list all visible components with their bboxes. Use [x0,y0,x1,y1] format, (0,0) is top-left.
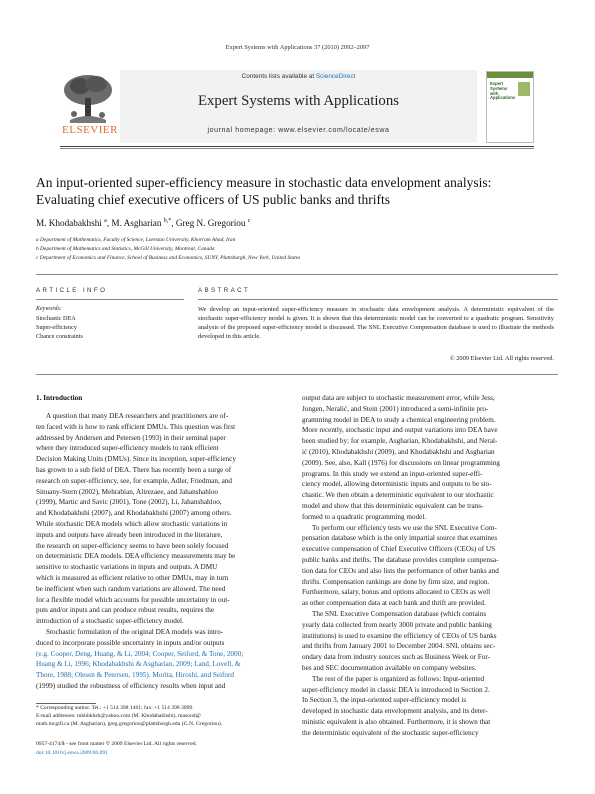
journal-title: Expert Systems with Applications [198,93,399,109]
body-line: Stochastic formulation of the original DEA models was intro- [46,627,224,636]
body-line: developed in stochastic data envelopment analysis, and its deter- [302,707,488,716]
body-line: Huang & Li, 1996; Khodabakhshi & Asgharian, 2009; Land, Lovell, & [36,660,241,669]
abstract-text: We develop an input-oriented super-efficiency measure in stochastic data envelopment analysis. A deterministic equivalent of the stochastic super-efficiency model is given. It is shown that this deterministic model can be converted to a quadratic program. Sensitivity analysis of the proposed super-efficiency model is discussed. The SNL Executive Compensation database is used to illustrate the methods developed in this article. [198,306,554,340]
section-rule [36,374,558,375]
body-line: sensitive to stochastic variations in inputs and outputs. A DMU [36,563,218,572]
author-affil-mark: c [247,218,251,224]
body-line: where they introduced super-efficiency models to rank efficient [36,444,219,453]
abstract-copyright: © 2009 Elsevier Ltd. All rights reserved. [449,355,554,362]
body-line: In Section 3, the input-oriented super-efficiency model is [302,696,467,705]
body-line: the deterministic equivalent of the stochastic super-efficiency [302,728,479,737]
body-line: as other compensation data at each bank and thrift are provided. [302,599,486,608]
body-column-right [302,393,558,739]
body-line: public banks and thrifts. The database provides complete compensa- [302,555,499,564]
body-line: Sinuany-Stern (2002), Mehrabian, Alirezaee, and Jahanshahloo [36,487,219,496]
body-line: been studied by; for example, Asgharian, Khodabakhshi, and Neral- [302,437,498,446]
footnote-emails: E-mail addresses: mkhbkhsh@yahoo.com (M. Khodabakhshi), masoud@ [36,713,201,719]
sciencedirect-link[interactable]: ScienceDirect [315,73,356,80]
body-line: ić (2010), Khodabakhshi (2009), and Khodabakhshi and Asgharian [302,447,495,456]
keyword: Chance constraints [36,333,83,340]
footnote-emails-cont: math.mcgill.ca (M. Asgharian), greg.gregoriou@plattsburgh.edu (G.N. Gregoriou). [36,721,223,727]
body-line: The rest of the paper is organized as follows: Input-oriented [312,674,485,683]
body-line: Decision Making Units (DMUs). Since its inception, super-efficiency [36,455,236,464]
article-info-heading: ARTICLE INFO [36,287,108,294]
body-line: super-efficiency model in classic DEA is introduced in Section 2. [302,685,490,694]
homepage-label: journal homepage: [207,127,279,134]
running-head: Expert Systems with Applications 37 (2010) 2092–2097 [225,44,370,51]
body-line: puts and/or inputs and can produce robust results, requires the [36,606,215,615]
affiliation: c Department of Economics and Finance, School of Business and Economics, SUNY, Plattsburgh, New York, United States [36,255,301,261]
body-line: pensation database which is the only impartial source that examines [302,534,498,543]
author-list: M. Khodabakhshi $^a$, M. Asgharian $^{b,*}$, Greg N. Gregoriou $^c$ [36,218,251,229]
issn-line: 0957-4174/$ - see front matter © 2009 Elsevier Ltd. All rights reserved. [36,741,197,747]
section-rule [36,274,558,275]
body-line: research on super-efficiency, see, for example, Adler, Friedman, and [36,476,232,485]
body-line: be inefficient when such random variations are allowed. The need [36,584,226,593]
body-line: chastic. We then obtain a deterministic equivalent to our stochastic [302,491,494,500]
body-line: on deterministic DEA models. DEA efficiency measurements may be [36,552,236,561]
body-line: institutions) is used to examine the efficiency of CEOs of US banks [302,631,497,640]
header-rule [60,146,534,147]
body-line: and thrifts from January 2001 to December 2004. SNL obtains sec- [302,642,496,651]
body-line: More recently, stochastic input and output variations into DEA have [302,426,498,435]
body-line: formed to a quadratic programming model. [302,512,427,521]
header-rule-thin [60,148,534,149]
body-line: inputs and outputs have already been introduced in the literature, [36,530,223,539]
body-line: Jongen, Neralić, and Stein (2001) introduced a semi-infinite pro- [302,404,489,413]
body-line: ondary data from industry sources such as Business Week or For- [302,653,490,662]
body-line: for a flexible model which accounts for possible uncertainty in out- [36,595,230,604]
body-line: addressed by Andersen and Petersen (1993) in their seminal paper [36,433,226,442]
contents-line [120,73,477,80]
body-line: A question that many DEA researchers and practitioners are of- [46,412,229,420]
body-line: ministic equivalent is also obtained. Furthermore, it is shown that [302,717,491,726]
body-line: To perform our efficiency tests we use the SNL Executive Com- [312,523,497,532]
journal-cover-thumbnail [486,71,534,143]
keyword: Super-efficiency [36,324,77,331]
footnote-corresponding: * Corresponding author. Tel.: +1 514 398 1461; fax: +1 514 398 3899. [36,705,194,711]
body-line: which is measured as efficient relative to other DMUs, may in turn [36,573,229,582]
author-name[interactable]: Greg N. Gregoriou [175,218,246,229]
homepage-link[interactable]: www.elsevier.com/locate/eswa [278,127,390,134]
body-line: has grown to a sub field of DEA. There has recently been a surge of [36,465,232,474]
author-name[interactable]: M. Khodabakhshi [36,218,102,229]
author-affil-mark: b,* [163,218,172,224]
body-line: executive compensation of Chief Executive Officers (CEOs) of US [302,545,496,554]
body-line: (1999), Martic and Savic (2001), Tone (2002), Li, Jahanshahloo, [36,498,222,507]
publisher-wordmark: ELSEVIER [62,124,118,136]
title-line-2: Evaluating chief executive officers of US public banks and thrifts [36,192,391,207]
body-line: yearly data collected from nearly 3000 private and public banking [302,620,492,629]
abstract-heading: ABSTRACT [198,287,251,294]
author-name[interactable]: M. Asgharian [111,218,162,229]
body-line: introduction of a stochastic super-efficiency model. [36,617,184,626]
body-column-left [36,411,288,692]
body-line: (2009). See, also, Kall (1976) for discussions on linear programming [302,458,501,467]
body-line: (1999) studied the robustness of efficiency results when input and [36,681,226,690]
article-info-rule [36,299,184,300]
body-line: The SNL Executive Compensation database (which contains [312,609,487,618]
body-line: (e.g. Cooper, Deng, Huang, & Li, 2004; Cooper, Seiford, & Tone, 2000; [36,649,244,658]
title-line-1: An input-oriented super-efficiency measure in stochastic data envelopment analysis: [36,175,492,190]
body-line: and Khodabakhshi (2007), and Khodabakhshi (2007) among others. [36,509,232,518]
body-line: output data are subject to stochastic measurement error, while Jess, [302,394,495,402]
cover-title: Expert Systems with Applications [490,81,516,101]
body-line: While stochastic DEA models which allow stochastic variations in [36,519,228,528]
body-line: Furthermore, salary, bonus and options allocated to CEOs as well [302,588,491,597]
body-line: duced to incorporate possible uncertainty in inputs and/or outputs [36,638,225,647]
body-line: model and show that this deterministic equivalent can be trans- [302,501,484,510]
body-line: tion data for CEOs and also lists the performance of other banks and [302,566,499,575]
body-line: Thore, 1988; Olesen & Petersen, 1995). Morita, Hiroshi, and Seiford [36,671,235,680]
journal-homepage [120,127,477,134]
body-line: thrifts. Compensation rankings are done by firm size, and region. [302,577,490,586]
body-line: ten faced with is how to rank efficient DMUs. This question was first [36,422,236,431]
doi-link[interactable]: doi:10.1016/j.eswa.2009.06.091 [36,750,108,756]
affiliation: a Department of Mathematics, Faculty of Science, Lorestan University, Khorram Abad, Iran [36,237,236,243]
footnote-rule [36,703,96,704]
article-title [36,174,566,208]
body-line: the research on super-efficiency seems to have been solely focused [36,541,229,550]
affiliation: b Department of Mathematics and Statistics, McGill University, Montreal, Canada [36,246,215,252]
abstract-rule [198,299,558,300]
body-line: ciency model, allowing deterministic inputs and outputs to be sto- [302,480,492,489]
keyword: Stochastic DEA [36,315,76,322]
section-heading: 1. Introduction [36,394,83,402]
body-line: gramming model in DEA to study a chemical engineering problem. [302,415,496,424]
contents-prefix: Contents lists available at [241,73,316,80]
keywords-label: Keywords: [36,306,62,312]
body-line: programs. In this study we extend an input-oriented super-effi- [302,469,483,478]
author-affil-mark: a [104,218,107,224]
body-line: bes and SEC documentation available on company websites. [302,663,477,672]
